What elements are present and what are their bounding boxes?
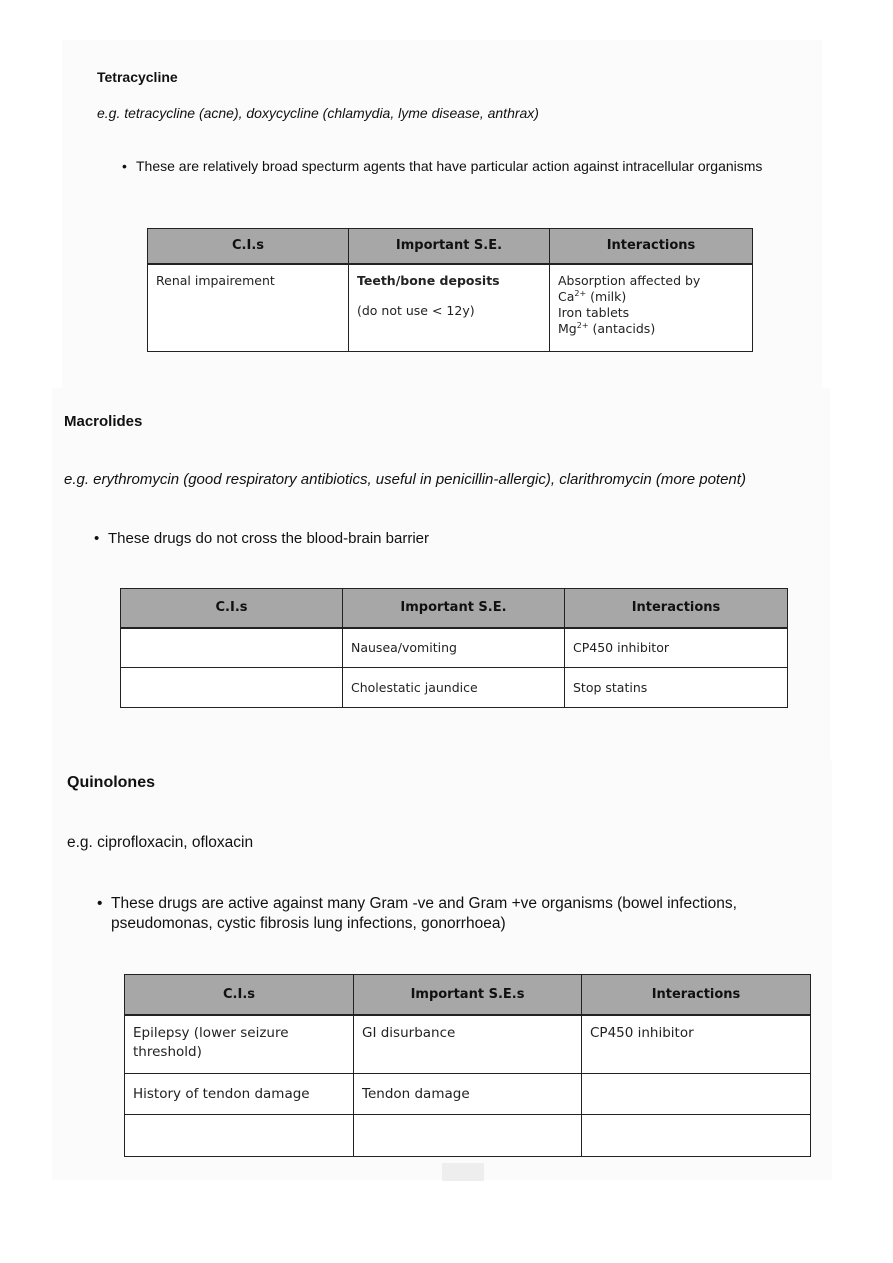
cell-ci: Epilepsy (lower seizure threshold): [125, 1015, 354, 1074]
bullet-marker: •: [94, 530, 100, 547]
header-interactions: Interactions: [565, 589, 788, 628]
cell-interactions: [550, 264, 753, 352]
bullet-marker: •: [97, 895, 103, 912]
tetracycline-heading: Tetracycline: [97, 69, 178, 85]
header-interactions: Interactions: [582, 975, 811, 1015]
table-row: [125, 1074, 811, 1115]
quinolones-examples: e.g. ciprofloxacin, ofloxacin: [67, 834, 254, 851]
int-ca-rest: (milk): [586, 288, 627, 304]
header-interactions: Interactions: [550, 229, 753, 264]
se-bold: Teeth/bone deposits: [357, 272, 500, 288]
table-header-row: [148, 229, 753, 264]
macrolides-table: [120, 588, 788, 708]
cell-se: Tendon damage: [354, 1074, 582, 1115]
header-se: Important S.E.: [343, 589, 565, 628]
header-se: Important S.E.s: [354, 975, 582, 1015]
int-line-1: Absorption affected by: [558, 272, 701, 288]
table-row: [125, 1015, 811, 1074]
int-mg: Mg: [558, 320, 577, 336]
macrolides-bullet: [94, 530, 429, 547]
int-ca-sup: 2+: [574, 288, 587, 298]
table-header-row: [125, 975, 811, 1015]
cell-interactions: Stop statins: [565, 668, 788, 708]
header-ci: C.I.s: [125, 975, 354, 1015]
cell-ci: History of tendon damage: [125, 1074, 354, 1115]
cell-ci: [121, 628, 343, 668]
cell-interactions: [582, 1115, 811, 1157]
bullet-marker: •: [122, 158, 127, 174]
table-row: [125, 1115, 811, 1157]
cell-interactions: [582, 1074, 811, 1115]
cell-se: GI disurbance: [354, 1015, 582, 1074]
int-mg-rest: (antacids): [588, 320, 656, 336]
cell-ci: [125, 1115, 354, 1157]
macrolides-examples: e.g. erythromycin (good respiratory antibiotics, useful in penicillin-allergic), clarithromycin (more potent): [64, 471, 746, 488]
cell-se: Nausea/vomiting: [343, 628, 565, 668]
table-header-row: [121, 589, 788, 628]
header-ci: C.I.s: [148, 229, 349, 264]
quinolones-bullet-line-2: pseudomonas, cystic fibrosis lung infections, gonorrhoea): [111, 915, 506, 932]
cell-se: [349, 264, 550, 352]
table-row: [148, 264, 753, 352]
cell-interactions: CP450 inhibitor: [565, 628, 788, 668]
macrolides-heading: Macrolides: [64, 413, 143, 430]
cell-se: [354, 1115, 582, 1157]
int-line-2: [558, 289, 744, 305]
quinolones-bullet: [97, 894, 737, 934]
page-indicator: [442, 1163, 484, 1181]
quinolones-bullet-line-1: These drugs are active against many Gram -ve and Gram +ve organisms (bowel infections,: [111, 895, 737, 912]
macrolides-bullet-text: These drugs do not cross the blood-brain barrier: [108, 530, 430, 547]
table-row: [121, 668, 788, 708]
tetracycline-examples: e.g. tetracycline (acne), doxycycline (chlamydia, lyme disease, anthrax): [97, 105, 539, 121]
table-row: [121, 628, 788, 668]
quinolones-table: [124, 974, 811, 1157]
int-line-4: [558, 321, 744, 337]
cell-interactions: CP450 inhibitor: [582, 1015, 811, 1074]
int-mg-sup: 2+: [576, 320, 589, 330]
cell-se: Cholestatic jaundice: [343, 668, 565, 708]
int-line-3: Iron tablets: [558, 304, 630, 320]
int-ca: Ca: [558, 288, 575, 304]
tetracycline-bullet: [122, 158, 762, 174]
se-note: (do not use < 12y): [357, 302, 475, 318]
cell-ci: Renal impairement: [148, 264, 349, 352]
quinolones-heading: Quinolones: [67, 774, 155, 791]
header-se: Important S.E.: [349, 229, 550, 264]
tetracycline-bullet-text: These are relatively broad specturm agents that have particular action against intracellular organisms: [136, 158, 763, 174]
cell-ci: [121, 668, 343, 708]
tetracycline-table: [147, 228, 753, 352]
header-ci: C.I.s: [121, 589, 343, 628]
